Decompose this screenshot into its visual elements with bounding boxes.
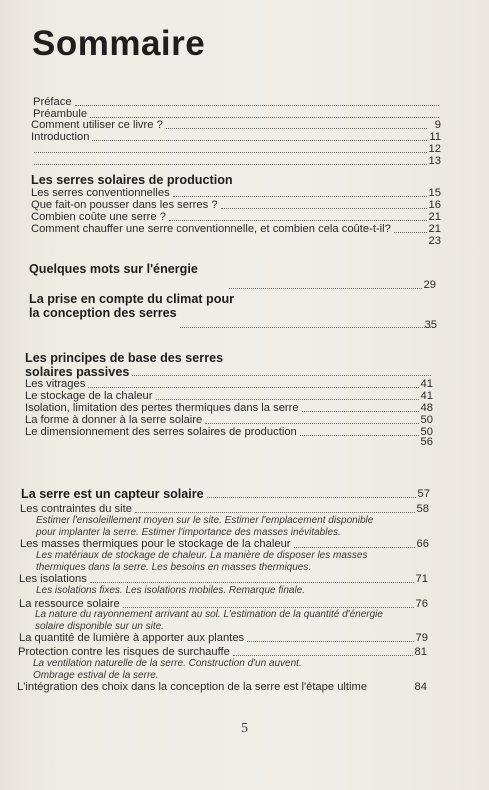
toc-entry [19, 631, 428, 645]
toc-page: 11 [429, 131, 441, 143]
toc-label: Les masses thermiques pour le stockage de la chaleur [20, 538, 291, 550]
dot-leader [221, 208, 427, 209]
toc-label: Comment utiliser ce livre ? [31, 119, 163, 131]
dot-leader [34, 152, 427, 153]
toc-label: Les isolations [19, 573, 87, 585]
toc-page: 48 [420, 402, 433, 414]
dot-leader [205, 423, 418, 424]
dot-leader [233, 655, 413, 656]
toc-page: 12 [428, 143, 441, 155]
toc-page: 76 [415, 598, 428, 610]
toc-label: Protection contre les risques de surchauffe [18, 646, 230, 658]
toc-label: Combien coûte une serre ? [31, 211, 166, 223]
page-number: 5 [241, 721, 248, 736]
section-heading: La prise en compte du climat pour [29, 292, 235, 306]
toc-page: 58 [416, 503, 429, 515]
toc-page: 71 [415, 573, 428, 585]
dot-leader [135, 512, 415, 513]
section-heading: Les principes de base des serres [25, 351, 224, 365]
toc-entry [17, 680, 427, 694]
toc-label: Les contraintes du site [20, 503, 132, 515]
toc-page: 84 [414, 681, 427, 693]
toc-page: 29 [423, 279, 436, 291]
dot-leader [173, 196, 427, 197]
toc-page: 23 [428, 235, 441, 247]
toc-label: Les serres conventionnelles [31, 187, 170, 199]
toc-page: 50 [420, 426, 433, 438]
toc-page: 50 [420, 414, 433, 426]
dot-leader [34, 164, 427, 165]
toc-label: Le dimensionnement des serres solaires de production [25, 426, 297, 438]
dot-leader [180, 327, 435, 328]
toc-description: Ombrage estival de la serre. [33, 670, 159, 681]
toc-entry-continuation [31, 234, 441, 248]
toc-label: La ressource solaire [19, 598, 120, 610]
dot-leader [247, 641, 413, 642]
toc-description: Les isolations fixes. Les isolations mobiles. Remarque finale. [36, 585, 306, 596]
toc-label: Isolation, limitation des pertes thermiques dans la serre [25, 402, 299, 414]
dot-leader [166, 128, 427, 129]
toc-page: 21 [428, 223, 441, 235]
toc-label: Préambule [33, 108, 88, 120]
dot-leader [75, 105, 439, 106]
toc-entry-continuation [31, 154, 441, 168]
toc-entry [19, 572, 428, 586]
toc-description: pour implanter la serre. Estimer l'importance des masses inévitables. [36, 527, 341, 538]
dot-leader [132, 375, 431, 376]
toc-entry [20, 537, 429, 551]
toc-page: 16 [428, 199, 441, 211]
toc-description: Estimer l'ensoleillement moyen sur le site. Estimer l'emplacement disponible [36, 515, 374, 526]
toc-label: La quantité de lumière à apporter aux plantes [19, 632, 245, 644]
toc-page: 9 [434, 119, 441, 131]
dot-leader [229, 288, 422, 289]
toc-page: 56 [420, 436, 433, 448]
dot-leader [92, 140, 427, 141]
toc-page: 81 [414, 646, 427, 658]
page-title: Sommaire [32, 24, 206, 63]
toc-description: La nature du rayonnement arrivant au sol. L'estimation de la quantité d'énergie [35, 609, 383, 620]
toc-page: 57 [417, 488, 430, 500]
toc-page: 15 [428, 187, 441, 199]
toc-page: 35 [424, 319, 437, 331]
dot-leader [294, 547, 415, 548]
toc-description: Les matériaux de stockage de chaleur. La manière de disposer les masses [36, 550, 368, 561]
toc-entry-continuation [25, 435, 433, 449]
toc-label: Comment chauffer une serre conventionnelle, et combien cela coûte-t-il? [31, 223, 391, 235]
dot-leader [169, 220, 427, 221]
dot-leader [90, 582, 414, 583]
toc-page: 13 [428, 155, 441, 167]
dot-leader [302, 411, 419, 412]
toc-description: thermiques dans la serre. Les besoins en masses thermiques. [36, 562, 312, 573]
toc-description: solaire disponible sur un site. [35, 621, 164, 632]
dot-leader [123, 607, 414, 608]
toc-label: Préface [33, 96, 72, 108]
section-heading: Quelques mots sur l'énergie [29, 262, 198, 276]
dot-leader [207, 497, 416, 498]
toc-page: 41 [420, 378, 433, 390]
toc-page: 41 [420, 390, 433, 402]
toc-page: 21 [428, 211, 441, 223]
toc-entry [226, 278, 436, 292]
dot-leader [394, 232, 427, 233]
toc-label: Les vitrages [25, 378, 86, 390]
dot-leader [156, 399, 419, 400]
toc-label: La forme à donner à la serre solaire [25, 414, 203, 426]
toc-label: L'intégration des choix dans la conception de la serre est l'étape ultime [17, 681, 368, 693]
section-heading-line2: solaires passives [25, 365, 433, 379]
toc-page-cell [400, 318, 437, 332]
dot-leader [88, 387, 418, 388]
toc-entry [20, 502, 429, 516]
toc-description: La ventilation naturelle de la serre. Construction d'un auvent. [33, 658, 302, 669]
toc-label: Le stockage de la chaleur [25, 390, 153, 402]
toc-label: Introduction [31, 131, 90, 143]
toc-page: 66 [416, 538, 429, 550]
section-heading-line2: la conception des serres [29, 306, 437, 320]
section-heading: Les serres solaires de production [31, 173, 233, 187]
section-heading: La serre est un capteur solaire 57 [21, 487, 430, 501]
toc-entry [18, 645, 427, 659]
toc-label: Que fait-on pousser dans les serres ? [31, 199, 218, 211]
toc-page: 79 [415, 632, 428, 644]
